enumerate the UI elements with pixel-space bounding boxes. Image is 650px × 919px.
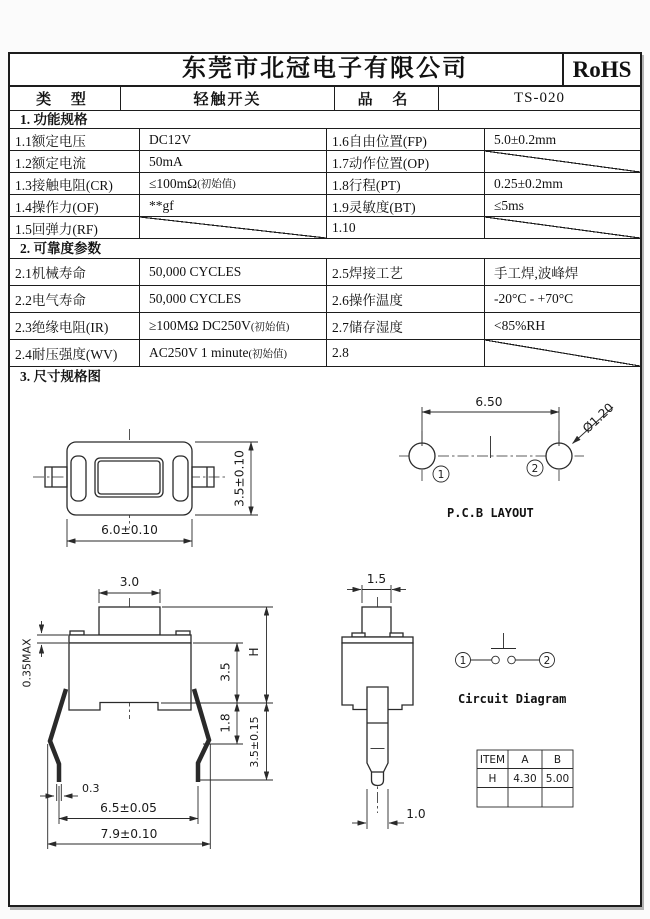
spec-label: 2.3绝缘电阻(IR) [10, 313, 140, 339]
spec-row [10, 173, 640, 195]
spec-label: 2.8 [327, 340, 485, 366]
spec-label: 1.4操作力(OF) [10, 195, 140, 216]
empty-cell-diagonal [485, 340, 640, 366]
item-table-cell: 4.30 [513, 773, 537, 785]
spec-value-suffix: (初始值) [248, 348, 288, 360]
item-table-cell: H [488, 773, 497, 785]
product-name-value: TS-020 [514, 90, 565, 106]
spec-value: 50mA [140, 151, 327, 172]
spec-value [140, 313, 327, 339]
spec-value: DC12V [140, 129, 327, 150]
empty-cell-diagonal [485, 151, 640, 172]
pcb-layout-caption: P.C.B LAYOUT [447, 506, 534, 520]
dimension-label: 1.8 [218, 713, 233, 733]
dimension-label: 7.9±0.10 [100, 827, 158, 841]
spec-value: <85%RH [494, 318, 546, 333]
dimension-label: 6.50 [475, 395, 503, 409]
circuit-caption: Circuit Diagram [458, 692, 567, 706]
spec-row [10, 195, 640, 217]
title-row [10, 54, 640, 87]
section-1-title: 1. 功能规格 [10, 111, 640, 129]
spec-row [10, 151, 640, 173]
spec-value [140, 340, 327, 366]
spec-label: 2.6操作温度 [327, 286, 485, 312]
spec-row [10, 129, 640, 151]
spec-label: 2.1机械寿命 [10, 259, 140, 285]
section-2-title: 2. 可靠度参数 [10, 239, 640, 259]
dimension-label: 1.0 [406, 807, 426, 821]
spec-label: 2.7储存湿度 [327, 313, 485, 339]
spec-value [140, 173, 327, 194]
spec-value-main: ≤100mΩ [149, 175, 198, 191]
spec-label: 2.4耐压强度(WV) [10, 340, 140, 366]
type-value: 轻触开关 [121, 87, 335, 110]
spec-value: 5.0±0.2mm [494, 131, 557, 147]
dimension-label: 6.0±0.10 [101, 523, 158, 537]
pin-number: 1 [437, 469, 445, 481]
spec-value-main: ≥100MΩ DC250V [149, 318, 251, 333]
company-name: 东莞市北冠电子有限公司 [182, 56, 468, 82]
rohs-badge: RoHS [562, 54, 640, 85]
spec-row [10, 259, 640, 286]
dimension-label: 3.5±0.15 [248, 716, 261, 768]
spec-value: **gf [140, 195, 327, 216]
empty-cell-diagonal [485, 217, 640, 238]
spec-label: 1.1额定电压 [10, 129, 140, 150]
pin-number: 2 [543, 654, 551, 667]
spec-row [10, 313, 640, 340]
spec-value: 50,000 CYCLES [140, 286, 327, 312]
dimension-label: 6.5±0.05 [100, 801, 157, 815]
spec-value: ≤5ms [494, 197, 524, 213]
spec-label: 1.6自由位置(FP) [327, 129, 485, 150]
spec-label: 1.3接触电阻(CR) [10, 173, 140, 194]
spec-label: 1.9灵敏度(BT) [327, 195, 485, 216]
spec-label: 1.2额定电流 [10, 151, 140, 172]
type-name-row [10, 87, 640, 111]
item-table-header: ITEM [479, 754, 506, 766]
spec-row [10, 286, 640, 313]
dimension-label: 0.35MAX [20, 638, 34, 688]
spec-label: 1.5回弹力(RF) [10, 217, 140, 238]
item-table-cell: 5.00 [545, 773, 570, 785]
pin-number: 2 [531, 463, 539, 475]
spec-value-suffix: (初始值) [197, 179, 236, 190]
dimension-label: 3.0 [119, 575, 140, 589]
empty-cell-diagonal [140, 217, 327, 238]
type-label: 类 型 [10, 87, 121, 110]
spec-row [10, 217, 640, 239]
section-3-title: 3. 尺寸规格图 [20, 369, 101, 384]
spec-label: 1.8行程(PT) [327, 173, 485, 194]
spec-label: 2.2电气寿命 [10, 286, 140, 312]
item-table-header: B [553, 754, 562, 766]
dimension-label: 3.5±0.10 [232, 450, 247, 507]
item-table-header: A [521, 754, 529, 766]
spec-row [10, 340, 640, 367]
datasheet-document [8, 52, 642, 907]
spec-value: 50,000 CYCLES [140, 259, 327, 285]
dimension-label: 3.5 [218, 662, 233, 682]
dimension-label: 0.3 [82, 782, 100, 795]
pin-number: 1 [459, 654, 467, 667]
spec-value-main: AC250V 1 minute [149, 345, 249, 360]
spec-value: -20°C - +70°C [494, 291, 574, 306]
dimension-label: Ø1.20 [580, 400, 617, 436]
product-name-label: 品 名 [335, 87, 439, 110]
spec-value: 手工焊,波峰焊 [494, 266, 579, 281]
spec-label: 1.7动作位置(OP) [327, 151, 485, 172]
dimension-label: 1.5 [366, 572, 387, 586]
dimension-label: H [247, 647, 261, 657]
spec-label: 2.5焊接工艺 [327, 259, 485, 285]
spec-label: 1.10 [327, 217, 485, 238]
spec-value-suffix: (初始值) [250, 321, 290, 333]
spec-value: 0.25±0.2mm [494, 175, 563, 191]
